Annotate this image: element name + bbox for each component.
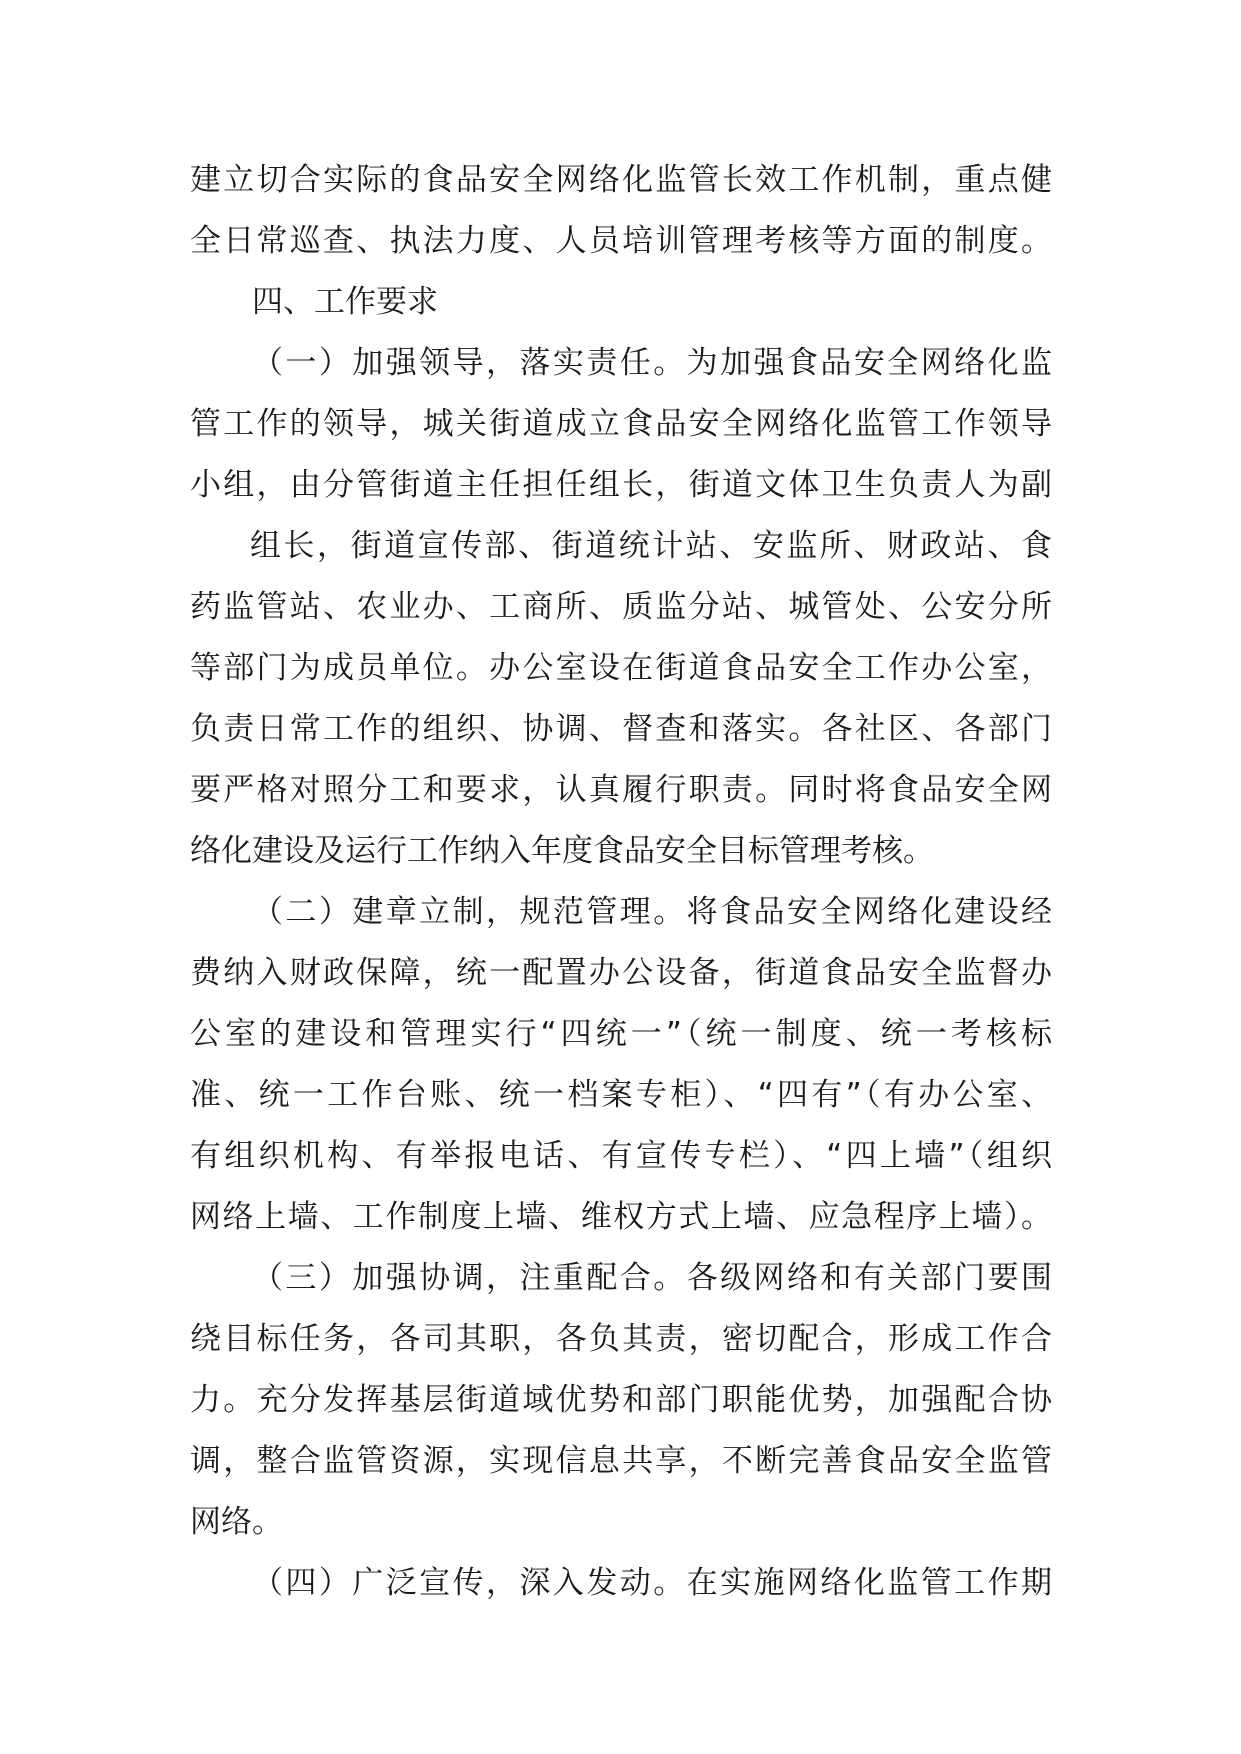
paragraph-line: （三）加强协调，注重配合。各级网络和有关部门要围	[252, 1260, 1052, 1296]
paragraph-line: 管工作的领导，城关街道成立食品安全网络化监管工作领导	[190, 406, 1052, 442]
paragraph-line: 公室的建设和管理实行“四统一”（统一制度、统一考核标	[190, 1016, 1052, 1052]
paragraph-line: 绕目标任务，各司其职，各负其责，密切配合，形成工作合	[190, 1321, 1052, 1357]
paragraph-line: （一）加强领导，落实责任。为加强食品安全网络化监	[252, 345, 1052, 381]
paragraph-line: 网络上墙、工作制度上墙、维权方式上墙、应急程序上墙）。	[190, 1199, 1052, 1235]
paragraph-line: 网络。	[190, 1504, 283, 1540]
paragraph-line: （四）广泛宣传，深入发动。在实施网络化监管工作期	[252, 1565, 1052, 1601]
paragraph-line: 组长，街道宣传部、街道统计站、安监所、财政站、食	[250, 528, 1052, 564]
paragraph-line: 力。充分发挥基层街道域优势和部门职能优势，加强配合协	[190, 1382, 1052, 1418]
paragraph-line: 全日常巡查、执法力度、人员培训管理考核等方面的制度。	[190, 223, 1052, 259]
paragraph-line: （二）建章立制，规范管理。将食品安全网络化建设经	[252, 894, 1052, 930]
paragraph-line: 建立切合实际的食品安全网络化监管长效工作机制，重点健	[190, 162, 1052, 198]
paragraph-line: 调，整合监管资源，实现信息共享，不断完善食品安全监管	[190, 1443, 1052, 1479]
paragraph-line: 药监管站、农业办、工商所、质监分站、城管处、公安分所	[190, 589, 1052, 625]
paragraph-line: 小组，由分管街道主任担任组长，街道文体卫生负责人为副	[190, 467, 1052, 503]
section-heading: 四、工作要求	[252, 284, 438, 320]
paragraph-line: 等部门为成员单位。办公室设在街道食品安全工作办公室，	[190, 650, 1052, 686]
paragraph-line: 负责日常工作的组织、协调、督查和落实。各社区、各部门	[190, 711, 1052, 747]
paragraph-line: 费纳入财政保障，统一配置办公设备，街道食品安全监督办	[190, 955, 1052, 991]
document-page	[190, 150, 1052, 1614]
paragraph-line: 络化建设及运行工作纳入年度食品安全目标管理考核。	[190, 833, 934, 869]
paragraph-line: 准、统一工作台账、统一档案专柜）、“四有”（有办公室、	[190, 1077, 1052, 1113]
paragraph-line: 有组织机构、有举报电话、有宣传专栏）、“四上墙”（组织	[190, 1138, 1052, 1174]
paragraph-line: 要严格对照分工和要求，认真履行职责。同时将食品安全网	[190, 772, 1052, 808]
